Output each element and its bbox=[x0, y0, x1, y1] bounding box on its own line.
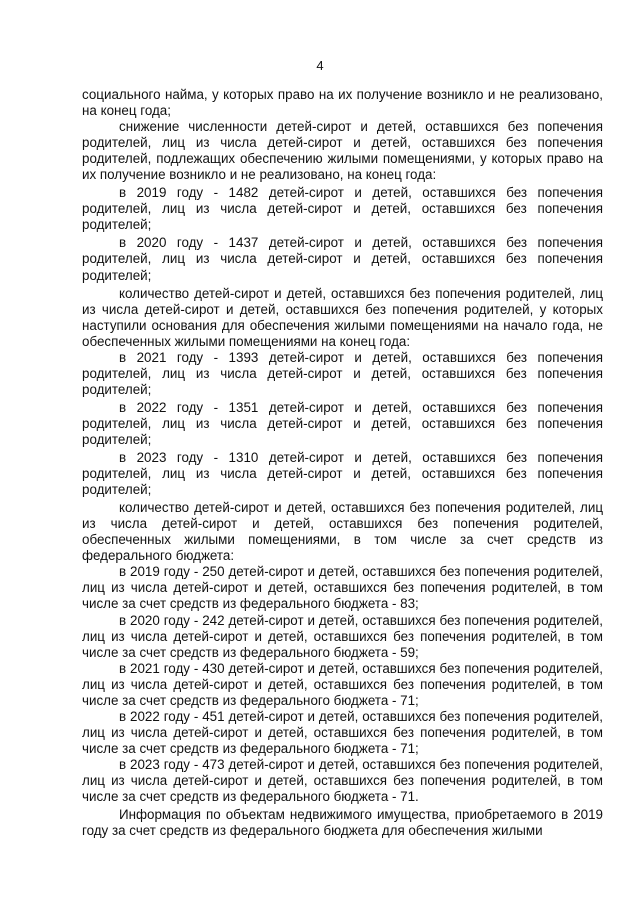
paragraph-continuation: социального найма, у которых право на их получение возникло и не реализовано, на конец года; bbox=[82, 87, 603, 119]
paragraph-2020-provided: в 2020 году - 242 детей-сирот и детей, оставшихся без попечения родителей, лиц из числа детей-сирот и детей, оставшихся без попечения родителей, в том числе за счет средств из федерального бюджета - 59; bbox=[82, 612, 603, 660]
paragraph-2021-provided: в 2021 году - 430 детей-сирот и детей, оставшихся без попечения родителей, лиц из числа детей-сирот и детей, оставшихся без попечения родителей, в том числе за счет средств из федерального бюджета - 71; bbox=[82, 660, 603, 708]
paragraph-real-estate-info: Информация по объектам недвижимого имущества, приобретаемого в 2019 году за счет средств из федерального бюджета для обеспечения жилыми bbox=[82, 807, 603, 839]
page-number: 4 bbox=[316, 58, 324, 73]
paragraph-2023-count: в 2023 году - 1310 детей-сирот и детей, оставшихся без попечения родителей, лиц из числа детей-сирот и детей, оставшихся без попечения родителей; bbox=[82, 450, 603, 498]
paragraph-2023-provided: в 2023 году - 473 детей-сирот и детей, оставшихся без попечения родителей, лиц из числа детей-сирот и детей, оставшихся без попечения родителей, в том числе за счет средств из федерального бюджета - 71. bbox=[82, 756, 603, 805]
paragraph-2021-count: в 2021 году - 1393 детей-сирот и детей, оставшихся без попечения родителей, лиц из числа детей-сирот и детей, оставшихся без попечения родителей; bbox=[82, 349, 603, 397]
paragraph-provided-heading: количество детей-сирот и детей, оставшихся без попечения родителей, лиц из числа детей-сирот и детей, оставшихся без попечения родителей, обеспеченных жилыми помещениями, в том числе за счет средств из федерального бюджета: bbox=[82, 500, 603, 564]
paragraph-2019-provided: в 2019 году - 250 детей-сирот и детей, оставшихся без попечения родителей, лиц из числа детей-сирот и детей, оставшихся без попечения родителей, в том числе за счет средств из федерального бюджета - 83; bbox=[82, 564, 603, 612]
paragraph-2019-count: в 2019 году - 1482 детей-сирот и детей, оставшихся без попечения родителей, лиц из числа детей-сирот и детей, оставшихся без попечения родителей; bbox=[82, 185, 603, 233]
paragraph-reduction-heading: снижение численности детей-сирот и детей, оставшихся без попечения родителей, лиц из числа детей-сирот и детей, оставшихся без попечения родителей, подлежащих обеспечению жилыми помещениями, у которых право на их получение возникло и не реализовано, на конец года: bbox=[82, 119, 603, 183]
paragraph-unprovided-heading: количество детей-сирот и детей, оставшихся без попечения родителей, лиц из числа детей-сирот и детей, оставшихся без попечения родителей, у которых наступили основания для обеспечения жилыми помещениями на начало года, не обеспеченных жилыми помещениями на конец года: bbox=[82, 285, 603, 349]
paragraph-2022-provided: в 2022 году - 451 детей-сирот и детей, оставшихся без попечения родителей, лиц из числа детей-сирот и детей, оставшихся без попечения родителей, в том числе за счет средств из федерального бюджета - 71; bbox=[82, 708, 603, 756]
document-body bbox=[82, 87, 603, 839]
paragraph-2020-count: в 2020 году - 1437 детей-сирот и детей, оставшихся без попечения родителей, лиц из числа детей-сирот и детей, оставшихся без попечения родителей; bbox=[82, 235, 603, 283]
paragraph-2022-count: в 2022 году - 1351 детей-сирот и детей, оставшихся без попечения родителей, лиц из числа детей-сирот и детей, оставшихся без попечения родителей; bbox=[82, 399, 603, 447]
